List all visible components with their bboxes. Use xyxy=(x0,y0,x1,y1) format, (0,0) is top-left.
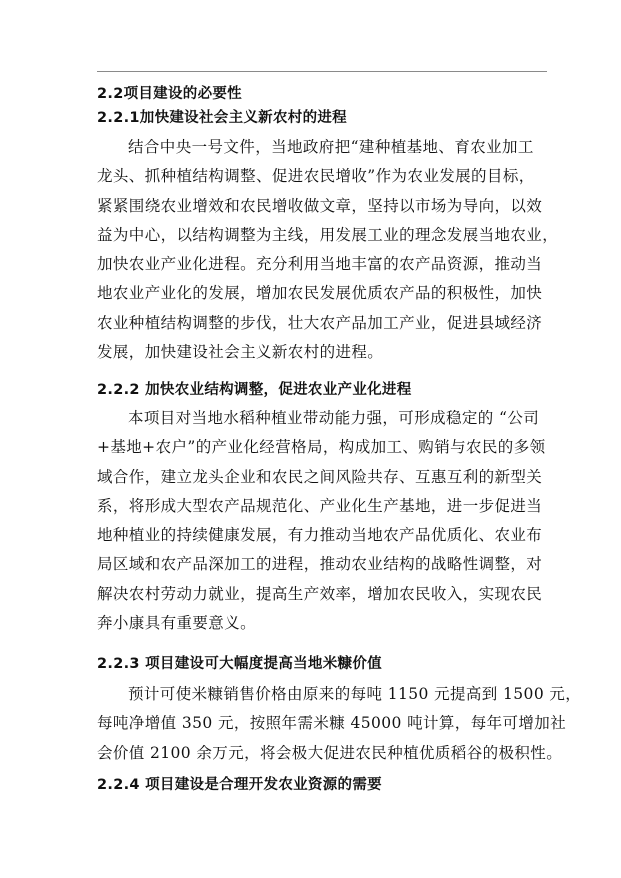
paragraph-line: 龙头、抓种植结构调整、促进农民增收”作为农业发展的目标， xyxy=(97,167,535,186)
paragraph-line: 发展，加快建设社会主义新农村的进程。 xyxy=(97,343,384,362)
paragraph-2-2-3 xyxy=(97,680,582,768)
paragraph-line: 奔小康具有重要意义。 xyxy=(97,614,257,633)
section-heading-2-2-3: 2.2.3 项目建设可大幅度提高当地米糠价值 xyxy=(97,656,382,672)
section-heading-2-2-4: 2.2.4 项目建设是合理开发农业资源的需要 xyxy=(97,777,382,793)
paragraph-line: 地农业产业化的发展，增加农民发展优质农产品的积极性，加快 xyxy=(97,284,543,303)
paragraph-line: 结合中央一号文件，当地政府把“建种植基地、育农业加工 xyxy=(128,138,534,156)
paragraph-line: 系，将形成大型农产品规范化、产业化生产基地，进一步促进当 xyxy=(97,496,543,515)
paragraph-line: 会价值 2100 余万元，将会极大促进农民种植优质稻谷的极积性。 xyxy=(97,743,563,762)
paragraph-line: 地种植业的持续健康发展，有力推动当地农产品优质化、农业布 xyxy=(97,526,543,545)
paragraph-line: 域合作，建立龙头企业和农民之间风险共存、互惠互利的新型关 xyxy=(97,467,543,486)
paragraph-line: 益为中心，以结构调整为主线，用发展工业的理念发展当地农业， xyxy=(97,225,559,244)
paragraph-2-2-1 xyxy=(97,133,559,367)
paragraph-line: 局区域和农产品深加工的进程，推动农业结构的战略性调整，对 xyxy=(97,555,543,574)
section-heading-2-2-2: 2.2.2 加快农业结构调整，促进农业产业化进程 xyxy=(97,382,412,398)
paragraph-line: 每吨净增值 350 元，按照年需米糠 45000 吨计算，每年可增加社 xyxy=(97,714,567,733)
paragraph-2-2-2 xyxy=(97,404,549,638)
section-heading-2-2-1: 2.2.1加快建设社会主义新农村的进程 xyxy=(97,110,347,126)
paragraph-line: +基地+农户”的产业化经营格局，构成加工、购销与农民的多领 xyxy=(97,438,546,457)
paragraph-line: 本项目对当地水稻种植业带动能力强，可形成稳定的 “公司 xyxy=(128,409,540,427)
section-heading-2-2: 2.2项目建设的必要性 xyxy=(97,86,242,102)
paragraph-line: 紧紧围绕农业增效和农民增收做文章，坚持以市场为导向，以效 xyxy=(97,196,543,215)
paragraph-line: 解决农村劳动力就业，提高生产效率，增加农民收入，实现农民 xyxy=(97,584,543,603)
header-rule xyxy=(97,71,547,72)
paragraph-line: 加快农业产业化进程。充分利用当地丰富的农产品资源，推动当 xyxy=(97,255,543,274)
paragraph-line: 预计可使米糠销售价格由原来的每吨 1150 元提高到 1500 元， xyxy=(128,685,582,703)
paragraph-line: 农业种植结构调整的步伐，壮大农产品加工产业，促进县域经济 xyxy=(97,313,543,332)
